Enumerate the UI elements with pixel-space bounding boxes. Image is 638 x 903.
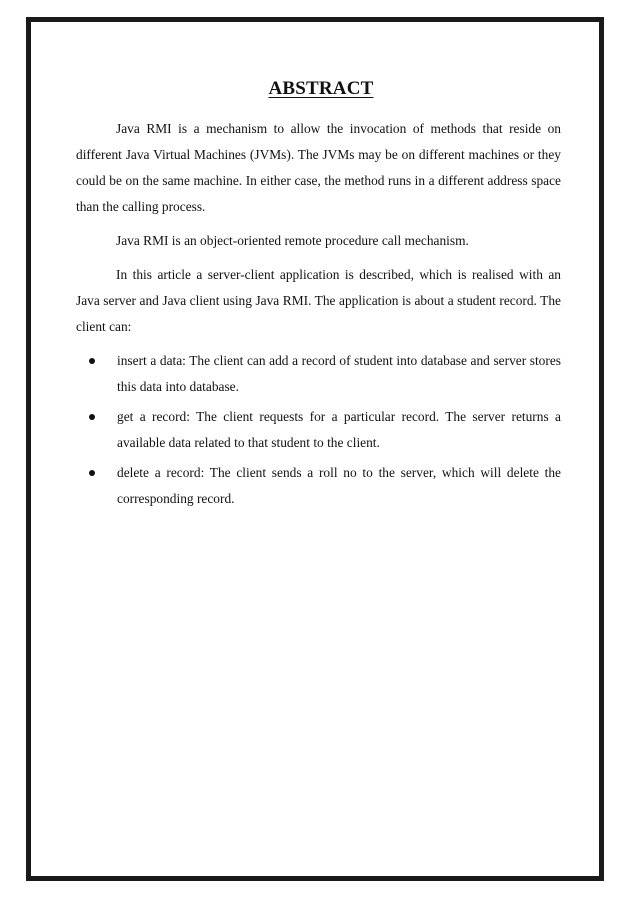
page-title: ABSTRACT (268, 78, 374, 99)
bullet-icon (89, 414, 95, 420)
capability-list (76, 348, 561, 512)
list-item-text: delete a record: The client sends a roll no to the server, which will delete the corresponding record. (117, 465, 561, 506)
bullet-icon (89, 470, 95, 476)
list-item-insert (76, 348, 561, 400)
document-body (76, 78, 561, 516)
list-item-text: insert a data: The client can add a record of student into database and server stores this data into database. (117, 353, 561, 394)
list-item-get (76, 404, 561, 456)
list-item-delete (76, 460, 561, 512)
bullet-icon (89, 358, 95, 364)
paragraph-rmi-rpc: Java RMI is an object-oriented remote procedure call mechanism. (116, 233, 469, 248)
list-item-text: get a record: The client requests for a particular record. The server returns a available data related to that student to the client. (117, 409, 561, 450)
paragraph-application: In this article a server-client application is described, which is realised with an Java server and Java client using Java RMI. The application is about a student record. The client can: (76, 267, 561, 334)
paragraph-rmi-definition: Java RMI is a mechanism to allow the invocation of methods that reside on different Java Virtual Machines (JVMs). The JVMs may be on different machines or they could be on the same machine. In either case, the method runs in a different address space than the calling process. (76, 121, 561, 214)
